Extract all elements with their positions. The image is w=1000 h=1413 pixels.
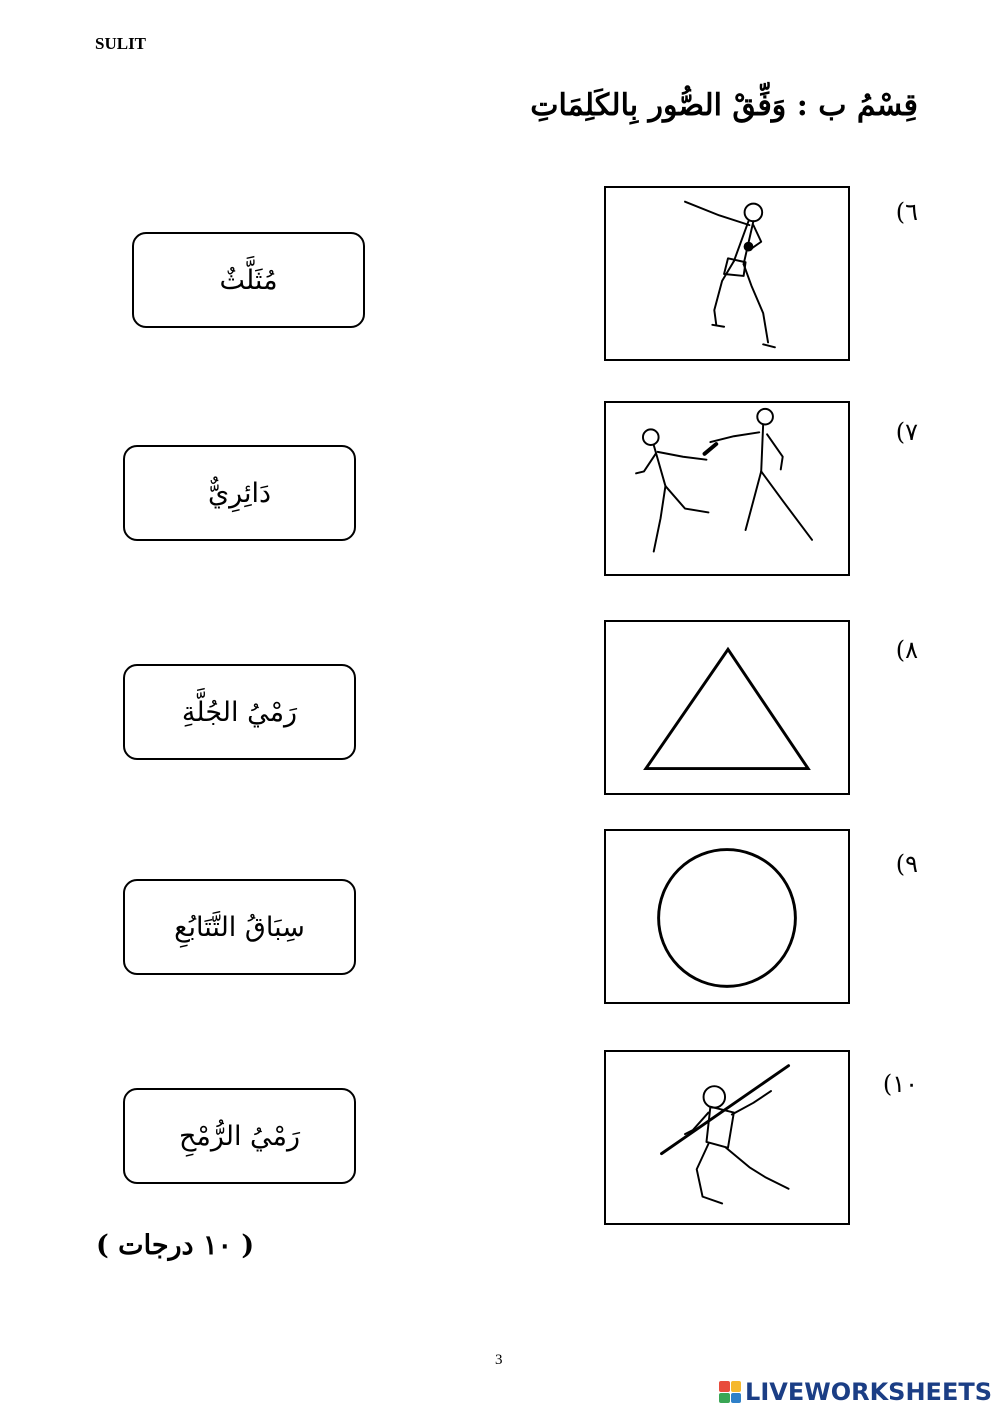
picture-frame-6[interactable] bbox=[604, 186, 850, 361]
page-title: قِسْمُ ب : وَفِّقْ الصُّور بِالكَلِمَاتِ bbox=[530, 88, 918, 123]
header-label: SULIT bbox=[95, 34, 147, 53]
question-number-9: ٩) bbox=[895, 850, 918, 878]
picture-frame-8[interactable] bbox=[604, 620, 850, 795]
word-box-1[interactable]: مُثَلَّثٌ bbox=[132, 232, 365, 328]
logo-mark-icon bbox=[719, 1381, 741, 1403]
relay-runners-illustration bbox=[606, 403, 848, 574]
question-number-10: ١٠) bbox=[882, 1070, 918, 1098]
triangle-shape bbox=[606, 622, 848, 793]
picture-frame-9[interactable] bbox=[604, 829, 850, 1004]
picture-frame-7[interactable] bbox=[604, 401, 850, 576]
logo-text: LIVEWORKSHEETS bbox=[745, 1378, 992, 1406]
word-box-5[interactable]: رَمْيُ الرُّمْحِ bbox=[123, 1088, 356, 1184]
word-box-2[interactable]: دَائِرِيٌّ bbox=[123, 445, 356, 541]
circle-shape bbox=[606, 831, 848, 1002]
liveworksheets-logo[interactable] bbox=[719, 1376, 992, 1408]
question-number-6: ٦) bbox=[895, 198, 918, 226]
word-box-4[interactable]: سِبَاقُ التَّتَابُعِ bbox=[123, 879, 356, 975]
question-number-7: ٧) bbox=[895, 418, 918, 446]
shot-put-thrower-illustration bbox=[606, 188, 848, 359]
marks-label: ( ١٠ درجات ) bbox=[96, 1230, 255, 1261]
picture-frame-10[interactable] bbox=[604, 1050, 850, 1225]
javelin-thrower-illustration bbox=[606, 1052, 848, 1223]
word-box-3[interactable]: رَمْيُ الجُلَّةِ bbox=[123, 664, 356, 760]
question-number-8: ٨) bbox=[895, 636, 918, 664]
page-number: 3 bbox=[495, 1352, 503, 1368]
